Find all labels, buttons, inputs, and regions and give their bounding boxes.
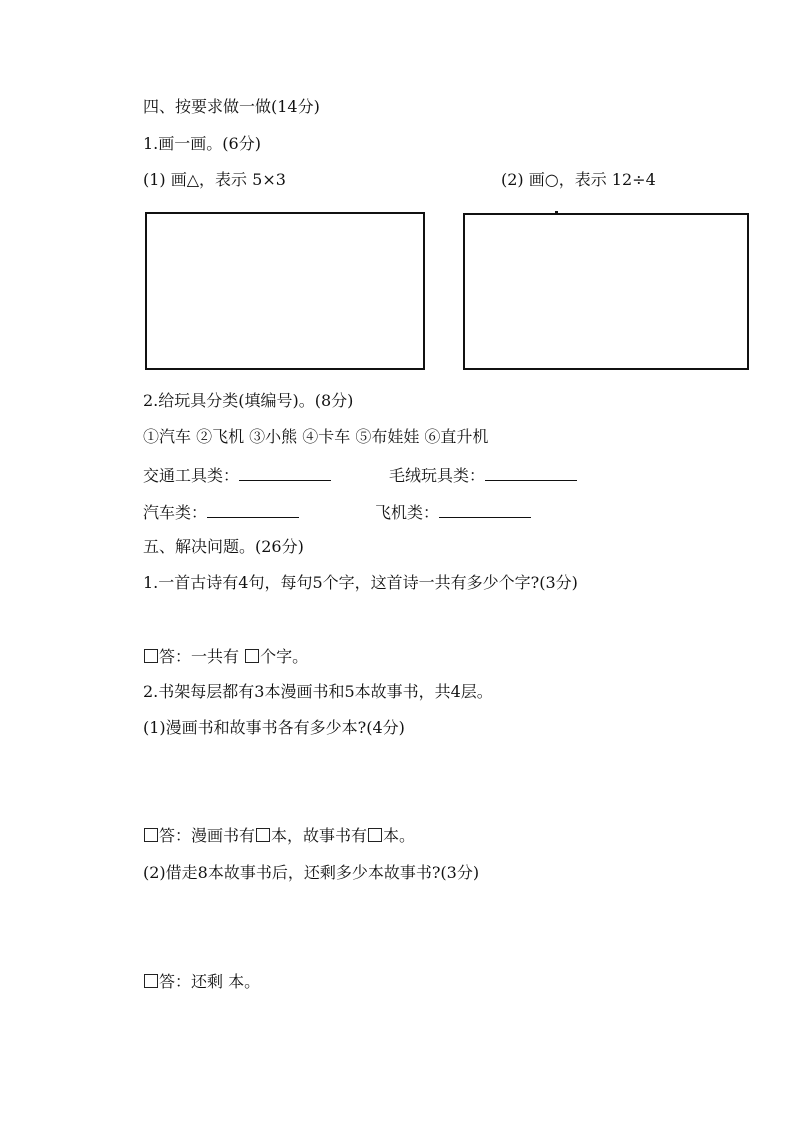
section4-q1-part1: (1) 画△，表示 5×3 [143, 170, 286, 189]
answer2-part-b: 本。 [228, 972, 261, 991]
answer2-part-a: 答：还剩 [159, 972, 224, 991]
section4-q1-title: 1.画一画。(6分) [143, 134, 261, 153]
checkbox-icon [144, 828, 158, 842]
plush-category-row [389, 464, 577, 486]
section4-q2-title: 2.给玩具分类(填编号)。(8分) [143, 391, 354, 410]
plane-category-blank[interactable] [439, 501, 531, 518]
answer1-part-a: 答：漫画书有 [159, 826, 256, 845]
car-category-label: 汽车类： [143, 503, 208, 522]
checkbox-icon [144, 649, 158, 663]
answer-suffix: 个字。 [260, 647, 309, 666]
answer-box[interactable] [245, 649, 259, 663]
drawing-box-triangles[interactable] [145, 212, 425, 370]
section5-heading: 五、解决问题。(26分) [143, 537, 304, 556]
comic-count-box[interactable] [256, 828, 270, 842]
traffic-category-label: 交通工具类： [143, 466, 240, 485]
traffic-category-row [143, 464, 331, 486]
pencil-mark [555, 211, 558, 214]
section5-q2-sub1: (1)漫画书和故事书各有多少本?(4分) [143, 718, 405, 737]
section5-q2-answer1 [143, 826, 415, 846]
plush-category-blank[interactable] [485, 464, 577, 481]
section5-q1-answer [143, 647, 308, 667]
drawing-box-circles[interactable] [463, 213, 749, 370]
car-category-row [143, 501, 299, 523]
answer-prefix: 答：一共有 [159, 647, 240, 666]
plane-category-row [375, 501, 531, 523]
plush-category-label: 毛绒玩具类： [389, 466, 486, 485]
section5-q1-text: 1.一首古诗有4句，每句5个字，这首诗一共有多少个字?(3分) [143, 573, 578, 592]
traffic-category-blank[interactable] [239, 464, 331, 481]
section5-q2-text: 2.书架每层都有3本漫画书和5本故事书，共4层。 [143, 682, 493, 701]
answer1-part-c: 本。 [383, 826, 416, 845]
car-category-blank[interactable] [207, 501, 299, 518]
section5-q2-sub2: (2)借走8本故事书后，还剩多少本故事书?(3分) [143, 863, 480, 882]
story-count-box[interactable] [368, 828, 382, 842]
answer1-part-b: 本，故事书有 [271, 826, 368, 845]
section4-q2-options: ①汽车 ②飞机 ③小熊 ④卡车 ⑤布娃娃 ⑥直升机 [143, 427, 489, 446]
section4-q1-part2: (2) 画○，表示 12÷4 [501, 170, 656, 189]
section4-heading: 四、按要求做一做(14分) [143, 97, 320, 116]
plane-category-label: 飞机类： [375, 503, 440, 522]
section5-q2-answer2 [143, 972, 260, 992]
checkbox-icon [144, 974, 158, 988]
